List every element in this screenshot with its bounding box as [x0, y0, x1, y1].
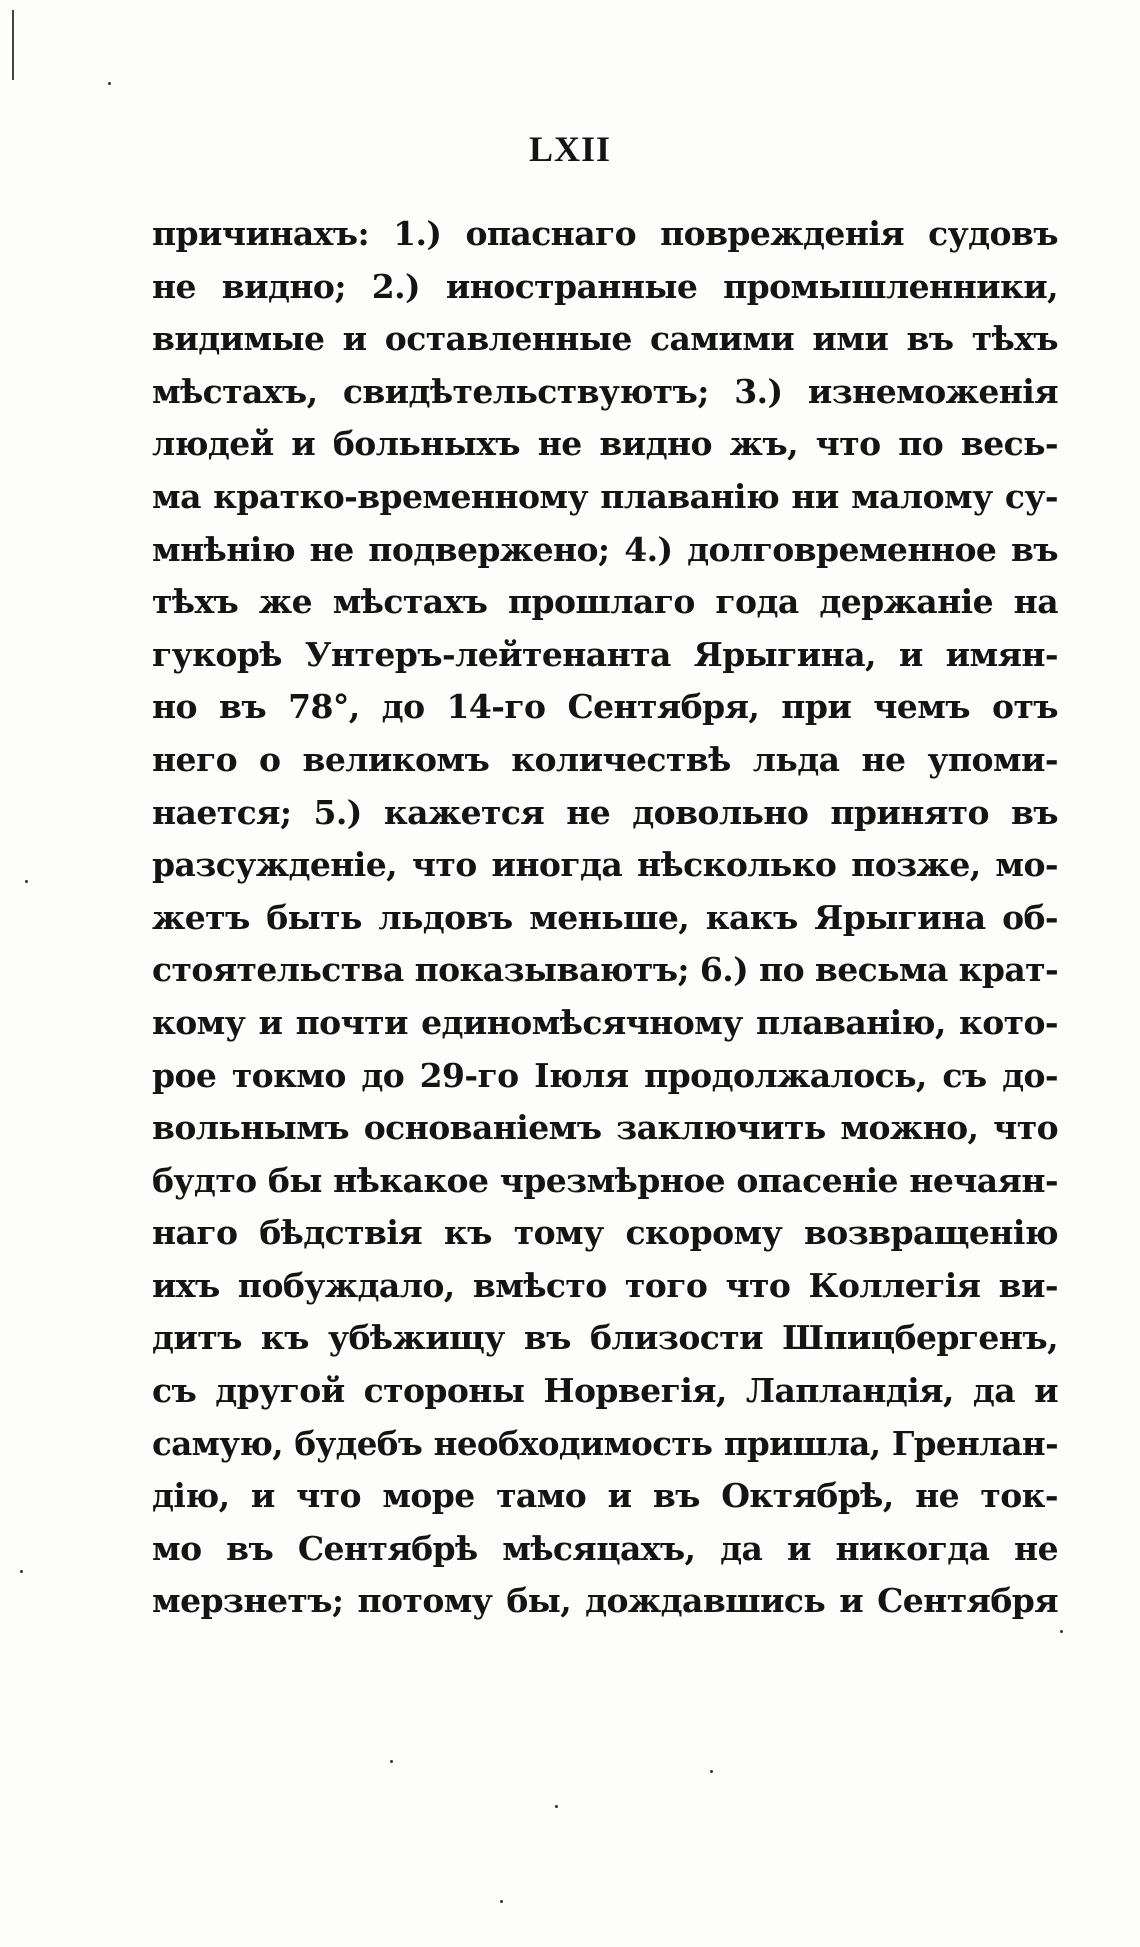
- scan-speck: [108, 82, 111, 85]
- page-number: LXII: [528, 129, 612, 169]
- scan-speck: [25, 880, 28, 883]
- text-line: мнѣнію не подвержено; 4.) долговременное въ: [152, 529, 1058, 569]
- text-line: съ другой стороны Норвегія, Лапландія, да и: [152, 1371, 1058, 1411]
- text-line: него о великомъ количествѣ льда не упоми-: [152, 739, 1058, 779]
- text-line: мерзнетъ; потому бы, дождавшись и Сентября: [152, 1581, 1058, 1621]
- text-line: дію, и что море тамо и въ Октябрѣ, не ток-: [152, 1476, 1058, 1516]
- text-line: ихъ побуждало, вмѣсто того что Коллегія ви-: [152, 1265, 1058, 1305]
- text-line: людей и больныхъ не видно жъ, что по весь-: [152, 424, 1058, 464]
- text-line: не видно; 2.) иностранные промышленники,: [152, 266, 1058, 306]
- scan-speck: [20, 1570, 23, 1573]
- text-line: ма кратко-временному плаванію ни малому су-: [152, 476, 1058, 516]
- text-line: вольнымъ основаніемъ заключить можно, что: [152, 1108, 1058, 1148]
- text-line: видимые и оставленные самими ими въ тѣхъ: [152, 319, 1058, 359]
- text-line: дитъ къ убѣжищу въ близости Шпицбергенъ,: [152, 1318, 1058, 1358]
- page-edge-rule: [12, 10, 14, 80]
- text-line: рое токмо до 29-го Іюля продолжалось, съ до-: [152, 1055, 1058, 1095]
- text-line: будто бы нѣкакое чрезмѣрное опасеніе нечаян-: [152, 1160, 1058, 1200]
- scan-speck: [555, 1805, 558, 1808]
- scan-speck: [390, 1760, 393, 1763]
- text-line: кому и почти единомѣсячному плаванію, кото-: [152, 1002, 1058, 1042]
- text-line: жетъ быть льдовъ меньше, какъ Ярыгина об-: [152, 897, 1058, 937]
- text-line: гукорѣ Унтеръ-лейтенанта Ярыгина, и имян-: [152, 634, 1058, 674]
- text-line: причинахъ: 1.) опаснаго поврежденія судовъ: [152, 214, 1058, 253]
- body-text: [152, 208, 1058, 1628]
- text-line: мѣстахъ, свидѣтельствуютъ; 3.) изнеможенія: [152, 371, 1058, 411]
- text-line: наго бѣдствія къ тому скорому возвращенію: [152, 1213, 1058, 1253]
- text-line: но въ 78°, до 14-го Сентября, при чемъ отъ: [152, 687, 1058, 727]
- text-line: тѣхъ же мѣстахъ прошлаго года держаніе на: [152, 582, 1058, 622]
- text-line: стоятельства показываютъ; 6.) по весьма крат-: [152, 950, 1059, 990]
- text-line: нается; 5.) кажется не довольно принято въ: [152, 792, 1058, 832]
- text-line: мо въ Сентябрѣ мѣсяцахъ, да и никогда не: [152, 1528, 1058, 1568]
- scan-speck: [710, 1770, 713, 1773]
- text-line: разсужденіе, что иногда нѣсколько позже, мо-: [152, 845, 1058, 885]
- text-line: самую, будебъ необходимость пришла, Гренлан-: [152, 1423, 1058, 1463]
- scan-speck: [1060, 1630, 1063, 1633]
- scan-speck: [500, 1900, 503, 1903]
